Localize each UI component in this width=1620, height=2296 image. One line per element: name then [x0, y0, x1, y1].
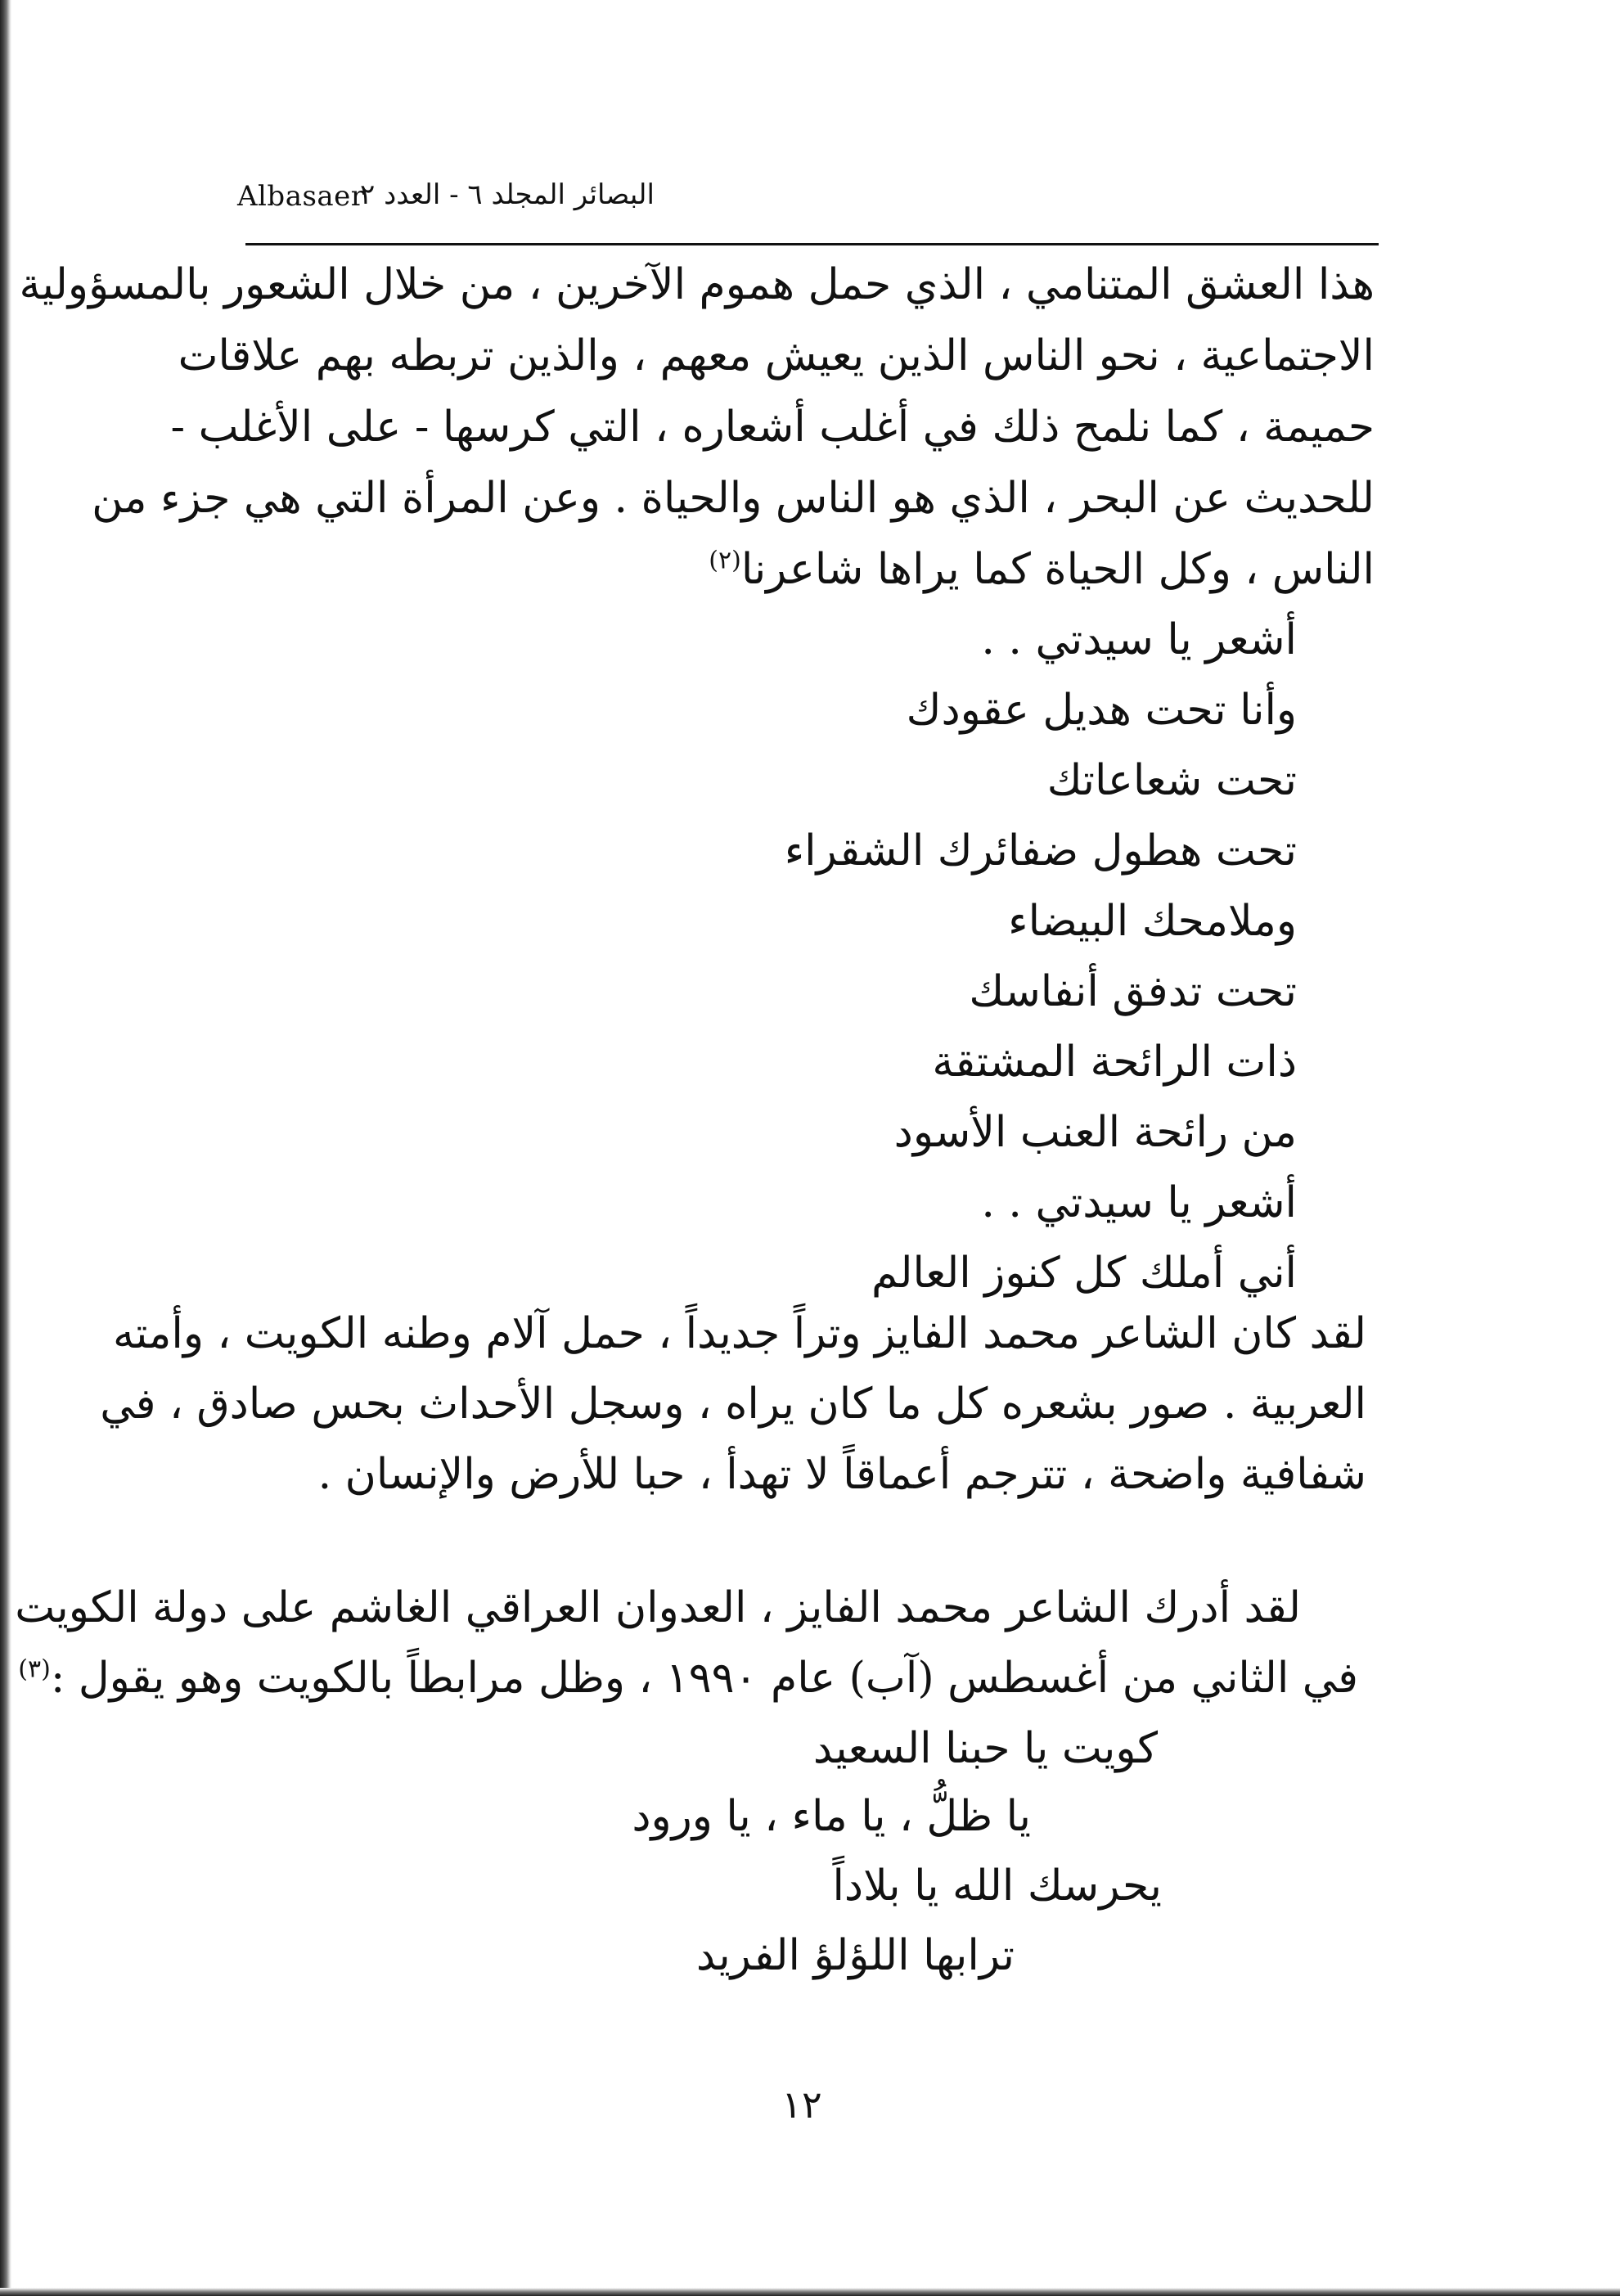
paragraph-line: العربية . صور بشعره كل ما كان يراه ، وسجل الأحداث بحس صادق ، في: [100, 1380, 1366, 1429]
poem-verse: تحت شعاعاتك: [1046, 756, 1297, 805]
poem-verse: يا ظلُّ ، يا ماء ، يا ورود: [632, 1792, 1031, 1841]
paragraph-line-text: في الثاني من أغسطس (آب) عام ١٩٩٠ ، وظل مرابطاً بالكويت وهو يقول :: [50, 1654, 1358, 1703]
paragraph-line-text: الناس ، وكل الحياة كما يراها شاعرنا: [740, 545, 1375, 594]
paragraph-line: هذا العشق المتنامي ، الذي حمل هموم الآخرين ، من خلال الشعور بالمسؤولية: [19, 260, 1375, 309]
footnote-marker: (٣): [18, 1654, 51, 1684]
poem-verse: تحت هطول ضفائرك الشقراء: [784, 826, 1297, 876]
paragraph-line: الاجتماعية ، نحو الناس الذين يعيش معهم ، والذين تربطه بهم علاقات: [178, 331, 1375, 380]
paragraph-line: حميمة ، كما نلمح ذلك في أغلب أشعاره ، التي كرسها - على الأغلب -: [170, 403, 1375, 452]
paragraph-line: لقد كان الشاعر محمد الفايز وتراً جديداً ، حمل آلام وطنه الكويت ، وأمته: [112, 1309, 1366, 1358]
poem-verse: ترابها اللؤلؤ الفريد: [695, 1931, 1015, 1980]
poem-verse: أني أملك كل كنوز العالم: [871, 1249, 1297, 1298]
poem-verse: من رائحة العنب الأسود: [893, 1108, 1297, 1157]
paragraph-line: للحديث عن البحر ، الذي هو الناس والحياة . وعن المرأة التي هي جزء من: [92, 474, 1375, 523]
poem-verse: وملامحك البيضاء: [1008, 897, 1297, 946]
page-number: ١٢: [781, 2082, 822, 2127]
paragraph-line: شفافية واضحة ، تترجم أعماقاً لا تهدأ ، حبا للأرض والإنسان .: [317, 1450, 1366, 1499]
poem-verse: كويت يا حبنا السعيد: [812, 1724, 1158, 1773]
scan-bottom-edge: [0, 2288, 1620, 2296]
running-header: [237, 172, 1375, 221]
footnote-marker: (٢): [709, 546, 741, 575]
journal-name-arabic: البصائر المجلد ٦ - العدد ٢: [360, 178, 655, 211]
header-divider: [245, 243, 1379, 245]
scan-left-edge: [0, 0, 11, 2296]
poem-verse: أشعر يا سيدتي . .: [981, 615, 1297, 664]
poem-verse: تحت تدفق أنفاسك: [969, 967, 1297, 1016]
poem-verse: يحرسك الله يا بلاداً: [832, 1862, 1162, 1911]
poem-verse: وأنا تحت هديل عقودك: [906, 686, 1297, 735]
journal-name-latin: Albasaer: [237, 180, 365, 213]
poem-verse: أشعر يا سيدتي . .: [981, 1178, 1297, 1227]
paragraph-line: [709, 545, 1375, 594]
paragraph-line: لقد أدرك الشاعر محمد الفايز ، العدوان العراقي الغاشم على دولة الكويت: [15, 1583, 1301, 1632]
poem-verse: ذات الرائحة المشتقة: [932, 1038, 1297, 1087]
paragraph-line: [18, 1654, 1358, 1703]
